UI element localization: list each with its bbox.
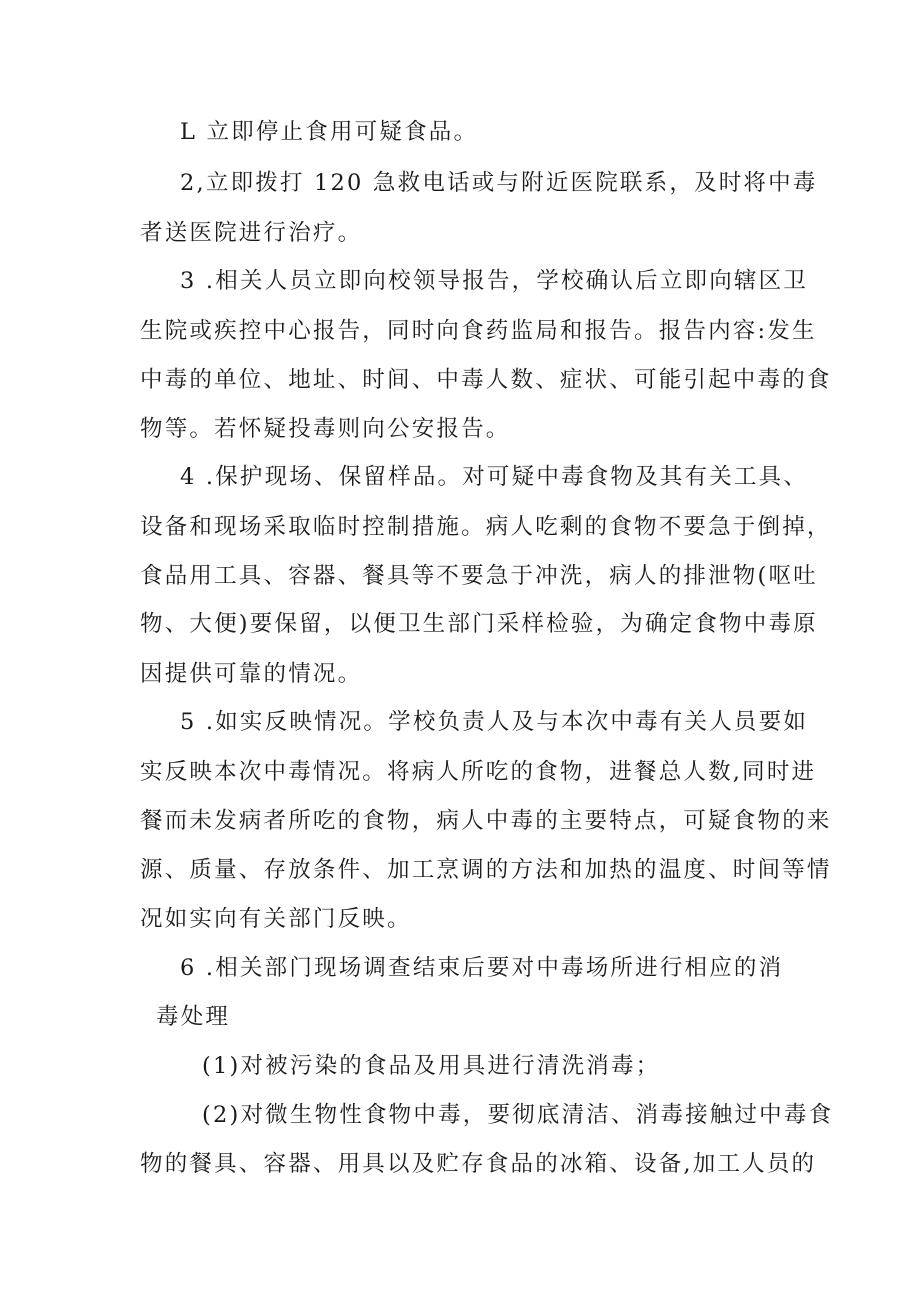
step-3-line-3: 中毒的单位、地址、时间、中毒人数、症状、可能引起中毒的食 xyxy=(140,367,832,393)
step-3-line-1: 3 .相关人员立即向校领导报告，学校确认后立即向辖区卫 xyxy=(180,268,809,294)
step-1-text: L 立即停止食用可疑食品。 xyxy=(180,119,479,145)
substep-2-line-2: 物的餐具、容器、用具以及贮存食品的冰箱、设备,加工人员的 xyxy=(140,1151,817,1177)
step-2-line-2: 者送医院进行治疗。 xyxy=(140,220,363,246)
step-5-line-4: 源、质量、存放条件、加工烹调的方法和加热的温度、时间等情 xyxy=(140,857,832,883)
step-4-line-4: 物、大便)要保留，以便卫生部门采样检验，为确定食物中毒原 xyxy=(140,611,818,637)
substep-1-text: (1)对被污染的食品及用具进行清洗消毒； xyxy=(202,1053,661,1079)
step-5-line-3: 餐而未发病者所吃的食物，病人中毒的主要特点，可疑食物的来 xyxy=(140,808,832,834)
step-4-line-5: 因提供可靠的情况。 xyxy=(140,661,363,687)
step-5-line-5: 况如实向有关部门反映。 xyxy=(140,906,412,932)
substep-2-line-1: (2)对微生物性食物中毒，要彻底清洁、消毒接触过中毒食 xyxy=(202,1102,834,1128)
step-6-line-1: 6 .相关部门现场调查结束后要对中毒场所进行相应的消 xyxy=(180,955,784,981)
step-3-line-2: 生院或疾控中心报告，同时向食药监局和报告。报告内容:发生 xyxy=(140,318,817,344)
step-4-line-1: 4 .保护现场、保留样品。对可疑中毒食物及其有关工具、 xyxy=(180,464,809,490)
step-5-line-2: 实反映本次中毒情况。将病人所吃的食物，进餐总人数,同时进 xyxy=(140,759,817,785)
step-5-line-1: 5 .如实反映情况。学校负责人及与本次中毒有关人员要如 xyxy=(180,709,809,735)
step-6-line-2: 毒处理 xyxy=(156,1004,231,1030)
step-2-line-1: 2,立即拨打 120 急救电话或与附近医院联系，及时将中毒 xyxy=(180,170,818,196)
step-3-line-4: 物等。若怀疑投毒则向公安报告。 xyxy=(140,416,511,442)
step-4-line-3: 食品用工具、容器、餐具等不要急于冲洗，病人的排泄物(呕吐 xyxy=(140,563,818,589)
step-4-line-2: 设备和现场采取临时控制措施。病人吃剩的食物不要急于倒掉， xyxy=(140,514,832,540)
